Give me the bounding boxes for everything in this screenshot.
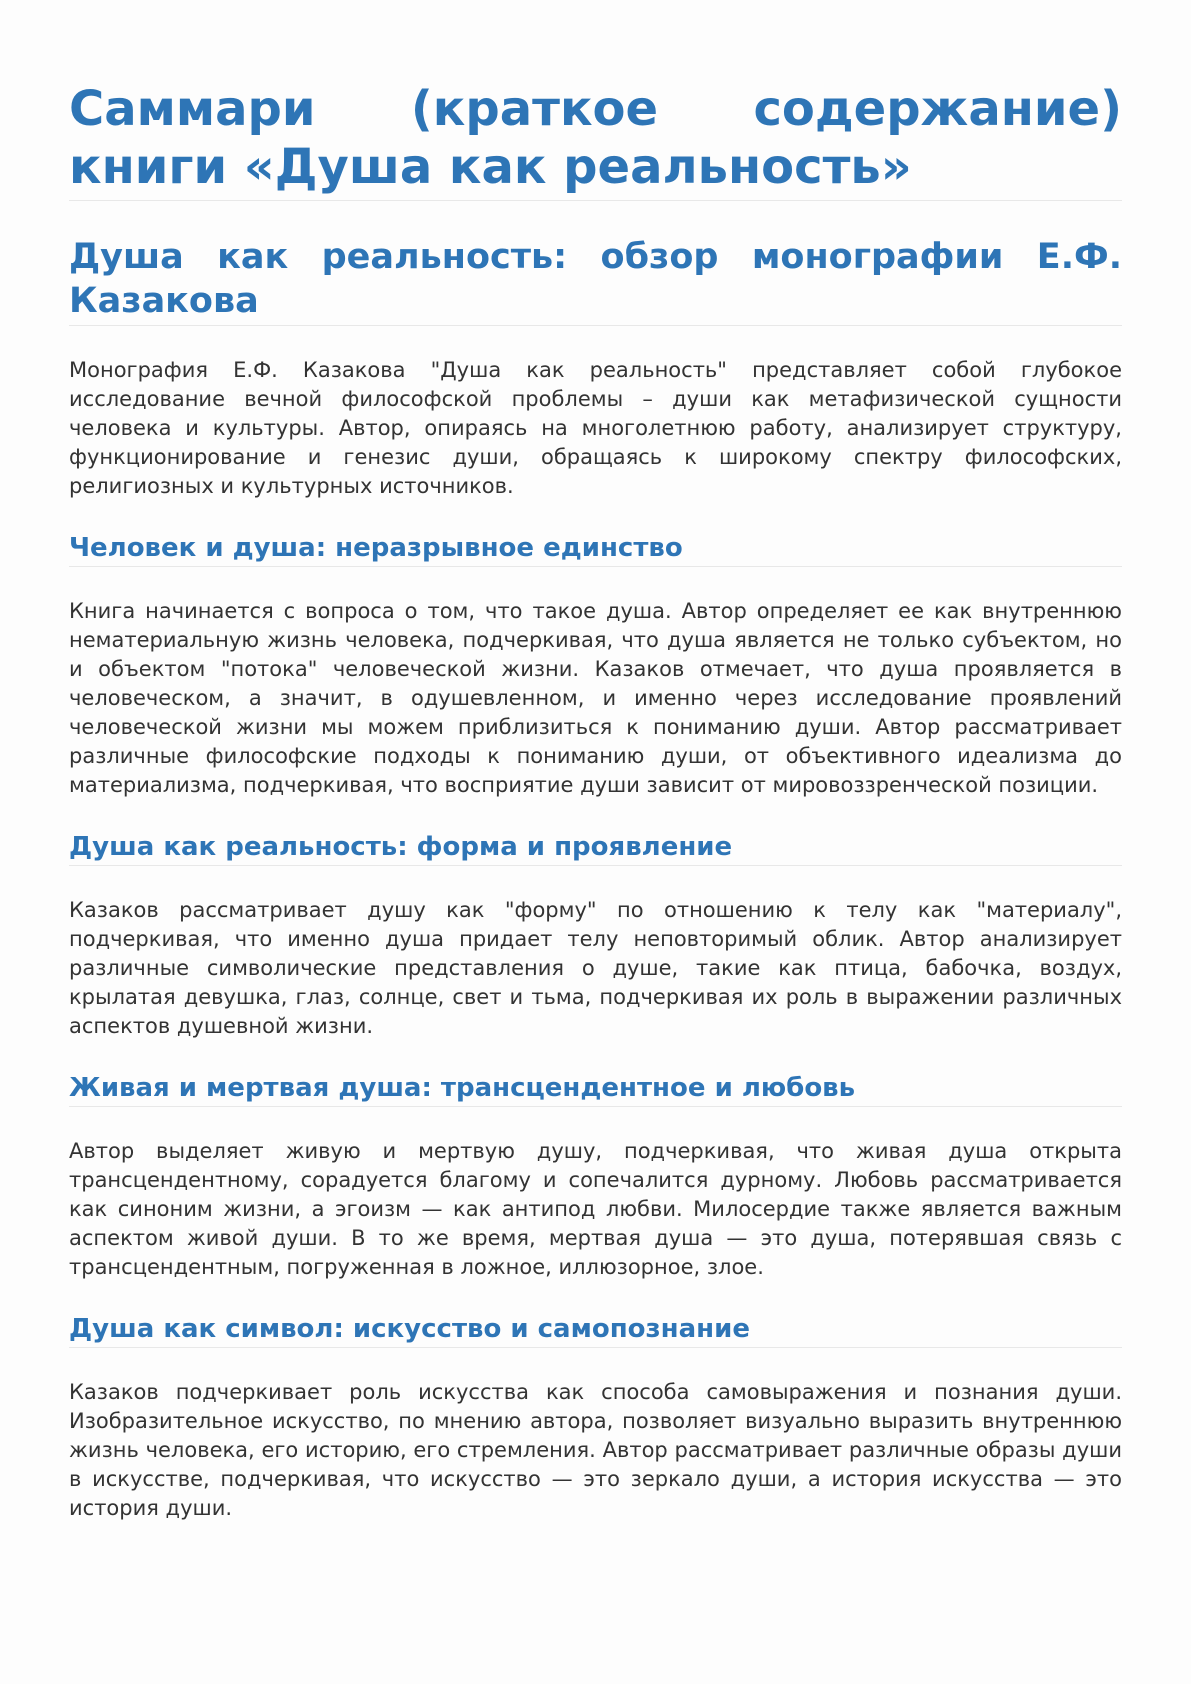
- section-heading: Душа как реальность: форма и проявление: [69, 830, 1122, 866]
- section-paragraph: Казаков рассматривает душу как "форму" по отношению к телу как "материалу", подчеркивая, что именно душа придает телу неповторимый облик. Автор анализирует различные символические представления о душе, такие как птица, бабочка, воздух, крылатая девушка, глаз, солнце, свет и тьма, подчеркивая их роль в выражении различных аспектов душевной жизни.: [69, 898, 1122, 1038]
- section-soul-as-symbol: [69, 1312, 1122, 1523]
- document-title: Саммари (краткое содержание) книги «Душа как реальность»: [69, 80, 1122, 201]
- intro-paragraph: Монография Е.Ф. Казакова "Душа как реальность" представляет собой глубокое исследование вечной философской проблемы – души как метафизической сущности человека и культуры. Автор, опираясь на многолетнюю работу, анализирует структуру, функционирование и генезис души, обращаясь к широкому спектру философских, религиозных и культурных источников.: [69, 358, 1122, 498]
- section-heading: Человек и душа: неразрывное единство: [69, 531, 1122, 567]
- section-paragraph: Казаков подчеркивает роль искусства как способа самовыражения и познания души. Изобразительное искусство, по мнению автора, позволяет визуально выразить внутреннюю жизнь человека, его историю, его стремления. Автор рассматривает различные образы души в искусстве, подчеркивая, что искусство — это зеркало души, а история искусства — это история души.: [69, 1380, 1122, 1520]
- section-heading: Душа как символ: искусство и самопознание: [69, 1312, 1122, 1348]
- section-heading: Живая и мертвая душа: трансцендентное и любовь: [69, 1071, 1122, 1107]
- section-human-and-soul: [69, 531, 1122, 800]
- section-living-and-dead-soul: [69, 1071, 1122, 1282]
- section-soul-as-reality: [69, 830, 1122, 1041]
- document-page: [69, 80, 1122, 1523]
- document-subtitle: Душа как реальность: обзор монографии Е.Ф. Казакова: [69, 235, 1122, 326]
- section-paragraph: Книга начинается с вопроса о том, что такое душа. Автор определяет ее как внутреннюю нематериальную жизнь человека, подчеркивая, что душа является не только субъектом, но и объектом "потока" человеческой жизни. Казаков отмечает, что душа проявляется в человеческом, а значит, в одушевленном, и именно через исследование проявлений человеческой жизни мы можем приблизиться к пониманию души. Автор рассматривает различные философские подходы к пониманию души, от объективного идеализма до материализма, подчеркивая, что восприятие души зависит от мировоззренческой позиции.: [69, 599, 1122, 797]
- section-paragraph: Автор выделяет живую и мертвую душу, подчеркивая, что живая душа открыта трансцендентному, сорадуется благому и сопечалится дурному. Любовь рассматривается как синоним жизни, а эгоизм — как антипод любви. Милосердие также является важным аспектом живой души. В то же время, мертвая душа — это душа, потерявшая связь с трансцендентным, погруженная в ложное, иллюзорное, злое.: [69, 1139, 1122, 1279]
